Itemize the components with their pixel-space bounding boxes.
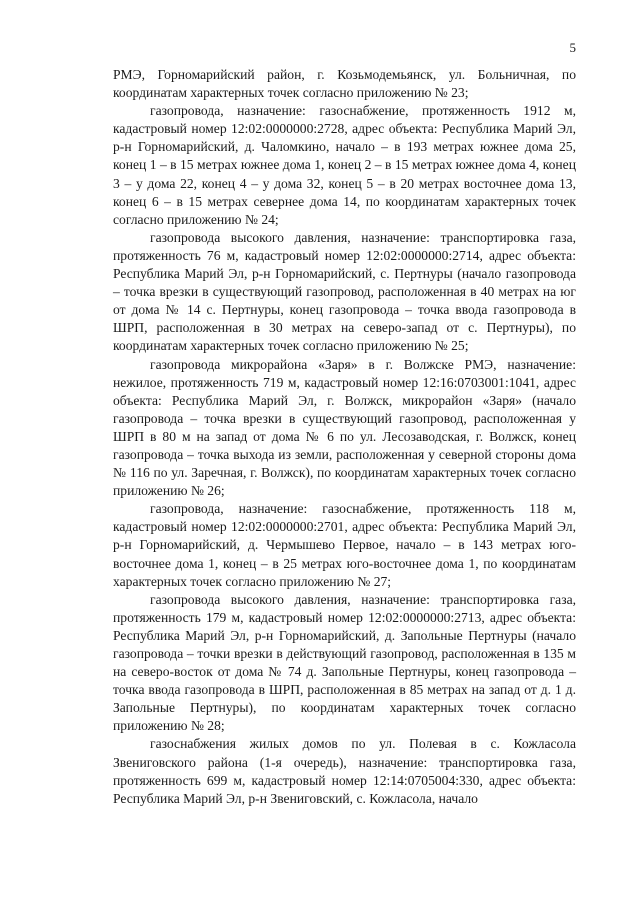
paragraph: газопровода высокого давления, назначение: транспортировка газа, протяженность 179 м, кадастровый номер 12:02:0000000:2713, адрес объекта: Республика Марий Эл, р-н Горномарийский, д. Запольные Пертнуры (начало газопровода – точки врезки в действующий газопровод, расположенная в 135 м на северо-восток от дома № 74 д. Запольные Пертнуры, конец газопровода – точка ввода газопровода в ШРП, расположенная в 85 метрах на запад от д. 1 д. Запольные Пертнуры), по координатам характерных точек согласно приложению № 28; — [113, 591, 576, 734]
paragraph: газоснабжения жилых домов по ул. Полевая в с. Кожласола Звениговского района (1-я очередь), назначение: транспортировка газа, протяженность 699 м, кадастровый номер 12:14:0705004:330, адрес объекта: Республика Марий Эл, р-н Звениговский, с. Кожласола, начало — [113, 736, 576, 806]
page-number: 5 — [569, 40, 576, 55]
document-body — [113, 66, 576, 808]
paragraph: газопровода микрорайона «Заря» в г. Волжске РМЭ, назначение: нежилое, протяженность 719 м, кадастровый номер 12:16:0703001:1041, адрес объекта: Республика Марий Эл, г. Волжск, микрорайон «Заря» (начало газопровода – точка врезки в существующий газопровод, расположенная у ШРП в 80 м на запад от дома № 6 по ул. Лесозаводская, г. Волжск, конец газопровода – точка выхода из земли, расположенная у северной стороны дома № 116 по ул. Заречная, г. Волжск), по координатам характерных точек согласно приложению № 26; — [113, 356, 576, 499]
paragraph: газопровода, назначение: газоснабжение, протяженность 118 м, кадастровый номер 12:02:0000000:2701, адрес объекта: Республика Марий Эл, р-н Горномарийский, д. Чермышево Первое, начало – в 143 метрах юго-восточнее дома 1, конец – в 25 метрах юго-восточнее дома 1, по координатам характерных точек согласно приложению № 27; — [113, 501, 576, 589]
paragraph: газопровода высокого давления, назначение: транспортировка газа, протяженность 76 м, кадастровый номер 12:02:0000000:2714, адрес объекта: Республика Марий Эл, р-н Горномарийский, с. Пертнуры (начало газопровода – точка врезки в существующий газопровод, расположенная в 40 метрах на юг от дома № 14 с. Пертнуры, конец газопровода – точка ввода газопровода в ШРП, расположенная в 30 метрах на северо-запад от с. Пертнуры), по координатам характерных точек согласно приложению № 25; — [113, 229, 576, 354]
paragraph: газопровода, назначение: газоснабжение, протяженность 1912 м, кадастровый номер 12:02:0000000:2728, адрес объекта: Республика Марий Эл, р-н Горномарийский, д. Чаломкино, начало – в 193 метрах южнее дома 25, конец 1 – в 15 метрах южнее дома 1, конец 2 – в 15 метрах южнее дома 4, конец 3 – у дома 22, конец 4 – у дома 32, конец 5 – в 20 метрах восточнее дома 13, конец 6 – в 15 метрах севернее дома 14, по координатам характерных точек согласно приложению № 24; — [113, 103, 576, 227]
paragraph: РМЭ, Горномарийский район, г. Козьмодемьянск, ул. Больничная, по координатам характерных точек согласно приложению № 23; — [113, 67, 576, 101]
